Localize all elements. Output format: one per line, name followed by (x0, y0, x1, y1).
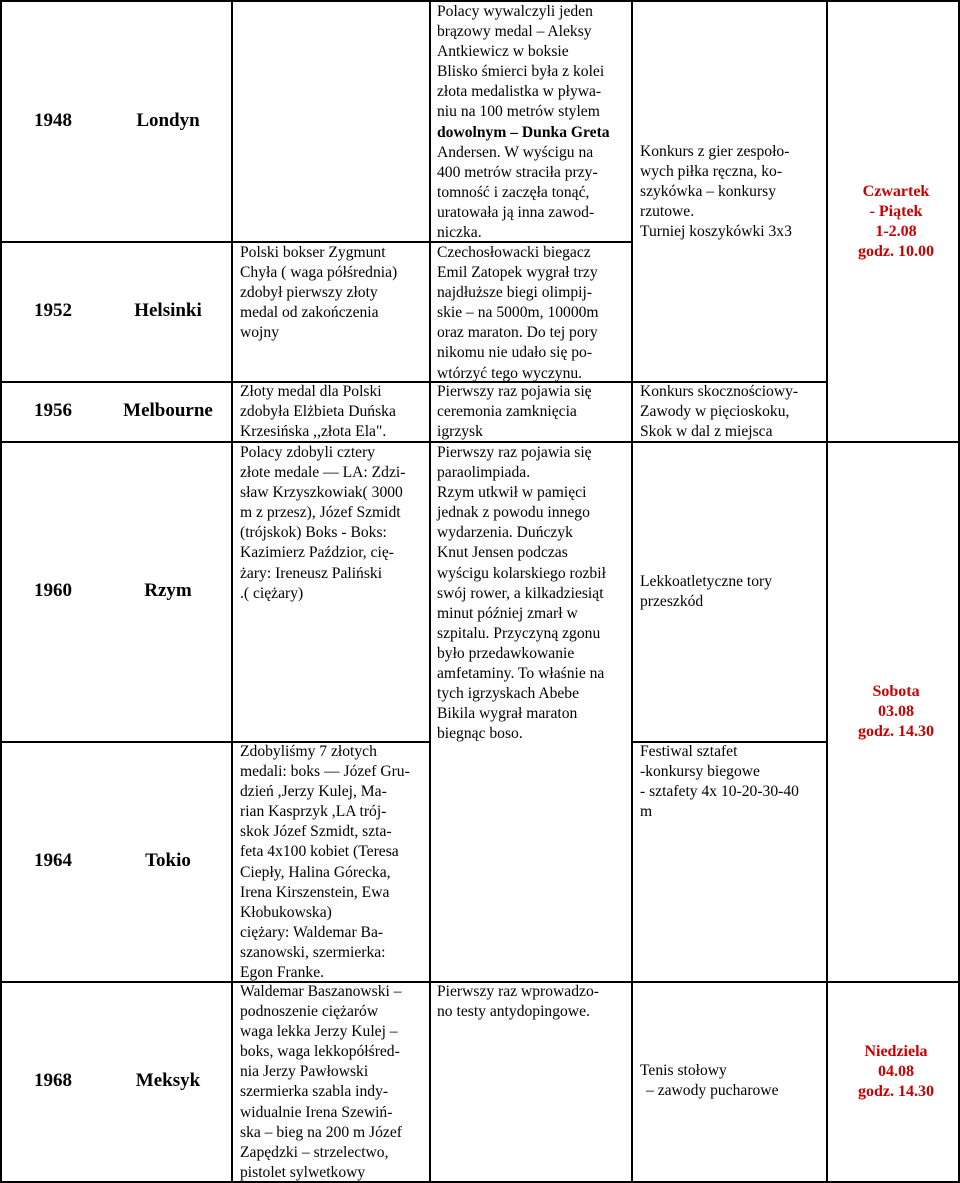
row-divider (0, 381, 231, 383)
text-line: ceremonia zamknięcia (437, 403, 577, 421)
facts-melbourne (437, 382, 627, 442)
facts-londyn (437, 2, 627, 243)
row-divider (231, 0, 431, 2)
year-cell: 1948 (34, 110, 72, 131)
text-line: waga lekka Jerzy Kulej – (240, 1023, 398, 1041)
text-line: brązowy medal – Aleksy (437, 23, 592, 41)
text-line: ciężary: Waldemar Ba- (240, 923, 384, 941)
row-divider (631, 0, 828, 2)
text-line: Chyła ( waga półśrednia) (240, 264, 398, 282)
city-cell: Tokio (145, 850, 191, 871)
text-line: szanowski, szermierka: (240, 943, 386, 961)
achievements-melbourne (240, 382, 430, 442)
text-line: - Piątek (869, 203, 923, 220)
text-line: ska – bieg na 200 m Józef (240, 1123, 402, 1141)
text-line: tomność i zaczęła tonąć, (437, 183, 590, 201)
text-line: Knut Jensen podczas (437, 544, 568, 562)
text-line: medali: boks — Józef Gru- (240, 763, 410, 781)
text-line: Kazimierz Paździor, cię- (240, 544, 394, 562)
text-line: Ciepły, Halina Górecka, (240, 863, 391, 881)
text-line: m (640, 803, 653, 821)
text-line: szpitalu. Przyczyną zgonu (437, 624, 601, 642)
text-line: 400 metrów straciła przy- (437, 163, 598, 181)
text-line: podnoszenie ciężarów (240, 1003, 379, 1021)
text-line: Waldemar Baszanowski – (240, 983, 402, 1000)
column-divider (631, 0, 633, 1183)
text-line: Złoty medal dla Polski (240, 383, 382, 400)
text-line: złota medalistka w pływa- (437, 83, 602, 101)
text-line: było przedawkowanie (437, 644, 575, 662)
text-line: Andersen. W wyścigu na (437, 143, 594, 161)
text-line: dzień ,Jerzy Kulej, Ma- (240, 783, 387, 801)
row-divider (631, 981, 828, 983)
text-line: uratowała ją inna zawod- (437, 203, 595, 221)
year-cell: 1952 (34, 300, 72, 321)
text-line: dowolnym – Dunka Greta (437, 123, 610, 141)
text-line: Zapędzki – strzelectwo, (240, 1143, 389, 1161)
text-line: nikomu nie udało się po- (437, 344, 593, 362)
text-line: no testy antydopingowe. (437, 1003, 590, 1021)
text-line: minut później zmarł w (437, 604, 578, 622)
text-line: Niedziela (864, 1043, 928, 1060)
day-schedule-first (832, 182, 960, 262)
year-cell: 1956 (34, 400, 72, 421)
city-cell: Meksyk (135, 1070, 201, 1091)
row-divider (0, 241, 231, 243)
text-line: Bikila wygrał maraton (437, 705, 578, 723)
text-line: boks, waga lekkopółśred- (240, 1043, 400, 1061)
text-line: feta 4x100 kobiet (Teresa (240, 843, 399, 861)
text-line: skok Józef Szmidt, szta- (240, 823, 392, 841)
text-line: Rzym utkwił w pamięci (437, 484, 587, 502)
text-line: zdobył pierwszy złoty (240, 284, 378, 302)
city-cell: Londyn (136, 110, 200, 131)
text-line: m z przesz), Józef Szmidt (240, 504, 401, 522)
text-line: Irena Kirszenstein, Ewa (240, 883, 390, 901)
text-line: wydarzenia. Duńczyk (437, 524, 573, 542)
text-line: przeszkód (640, 593, 704, 611)
text-line: rian Kasprzyk ,LA trój- (240, 803, 387, 821)
text-line: Polacy wywalczyli jeden (437, 3, 593, 20)
text-line: paraolimpiada. (437, 464, 531, 482)
column-divider (826, 0, 828, 1183)
text-line: niczka. (437, 224, 482, 242)
day-schedule-second (832, 682, 960, 742)
city-cell: Helsinki (134, 300, 202, 321)
text-line: biegnąc boso. (437, 725, 523, 743)
text-line: zdobyła Elżbieta Duńska (240, 403, 396, 421)
text-line: Turniej koszykówki 3x3 (640, 223, 792, 241)
column-divider (231, 0, 233, 1183)
text-line: wtórzyć tego wyczynu. (437, 364, 583, 382)
text-line: Sobota (872, 683, 920, 700)
text-line: swój rower, a kilkadziesiąt (437, 584, 604, 602)
row-divider (826, 0, 960, 2)
achievements-meksyk (240, 982, 430, 1183)
text-line: Festiwal sztafet (640, 743, 738, 760)
text-line: igrzysk (437, 423, 483, 441)
facts-meksyk (437, 982, 627, 1022)
text-line: Zawody w pięcioskoku, (640, 403, 790, 421)
events-meksyk (640, 1061, 825, 1101)
text-line: tych igrzyskach Abebe (437, 685, 580, 703)
events-rzym (640, 572, 825, 612)
facts-helsinki (437, 243, 627, 384)
text-line: Blisko śmierci była z kolei (437, 63, 605, 81)
text-line: szermierka szabla indy- (240, 1083, 389, 1101)
text-line: nia Jerzy Pawłowski (240, 1063, 369, 1081)
text-line: 04.08 (878, 1063, 914, 1080)
text-line: Polacy zdobyli cztery (240, 444, 376, 461)
text-line: Krzesińska ,,złota Ela". (240, 423, 387, 441)
text-line: Polski bokser Zygmunt (240, 244, 386, 261)
text-line: wych piłka ręczna, ko- (640, 163, 783, 181)
text-line: 03.08 (878, 703, 914, 720)
text-line: najdłuższe biegi olimpij- (437, 284, 593, 302)
text-line: złote medale — LA: Zdzi- (240, 464, 406, 482)
text-line: Konkurs skocznościowy- (640, 383, 799, 400)
text-line: godz. 14.30 (858, 1083, 934, 1100)
text-line: Kłobukowska) (240, 903, 332, 921)
facts-rzym (437, 443, 627, 744)
row-divider (0, 981, 231, 983)
text-line: szykówka – konkursy (640, 183, 776, 201)
text-line: godz. 14.30 (858, 723, 934, 740)
row-divider (0, 741, 231, 743)
text-line: Pierwszy raz pojawia się (437, 383, 592, 400)
text-line: Antkiewicz w boksie (437, 43, 569, 61)
text-line: rzutowe. (640, 203, 695, 221)
text-line: niu na 100 metrów stylem (437, 103, 600, 121)
text-line: .( ciężary) (240, 584, 304, 602)
text-line: Pierwszy raz pojawia się (437, 444, 592, 461)
city-cell: Melbourne (123, 400, 213, 421)
text-line: żary: Ireneusz Paliński (240, 564, 383, 582)
text-line: Lekkoatletyczne tory (640, 573, 773, 590)
text-line: jednak z powodu innego (437, 504, 590, 522)
text-line: amfetaminy. To właśnie na (437, 665, 605, 683)
text-line: Czwartek (862, 183, 930, 200)
text-line: Tenis stołowy (640, 1062, 727, 1079)
text-line: pistolet sylwetkowy (240, 1163, 366, 1181)
text-line: sław Krzyszkowiak( 3000 (240, 484, 403, 502)
row-divider (0, 0, 231, 2)
text-line: Egon Franke. (240, 964, 325, 982)
text-line: - sztafety 4x 10-20-30-40 (640, 783, 799, 801)
text-line: wyścigu kolarskiego rozbił (437, 564, 606, 582)
text-line: widualnie Irena Szewiń- (240, 1103, 393, 1121)
achievements-tokio (240, 742, 430, 983)
row-divider (826, 981, 960, 983)
text-line: Zdobyliśmy 7 złotych (240, 743, 377, 760)
row-divider (826, 441, 960, 443)
text-line: Emil Zatopek wygrał trzy (437, 264, 598, 282)
text-line: skie – na 5000m, 10000m (437, 304, 599, 322)
year-cell: 1960 (34, 580, 72, 601)
day-schedule-third (832, 1042, 960, 1102)
text-line: (trójskok) Boks - Boks: (240, 524, 387, 542)
text-line: – zawody pucharowe (646, 1082, 779, 1100)
text-line: Skok w dal z miejsca (640, 423, 773, 441)
events-helsinki (640, 142, 825, 242)
achievements-helsinki (240, 243, 430, 343)
text-line: -konkursy biegowe (640, 763, 760, 781)
text-line: Czechosłowacki biegacz (437, 244, 591, 261)
events-tokio (640, 742, 825, 822)
achievements-rzym (240, 443, 430, 604)
city-cell: Rzym (144, 580, 192, 601)
row-divider (0, 441, 231, 443)
text-line: wojny (240, 324, 279, 342)
year-cell: 1968 (34, 1070, 72, 1091)
text-line: medal od zakończenia (240, 304, 379, 322)
text-line: oraz maraton. Do tej pory (437, 324, 598, 342)
text-line: 1-2.08 (875, 223, 917, 240)
year-cell: 1964 (34, 850, 72, 871)
text-line: Konkurs z gier zespoło- (640, 143, 790, 160)
events-melbourne (640, 382, 825, 442)
text-line: godz. 10.00 (858, 243, 934, 260)
text-line: Pierwszy raz wprowadzo- (437, 983, 599, 1000)
